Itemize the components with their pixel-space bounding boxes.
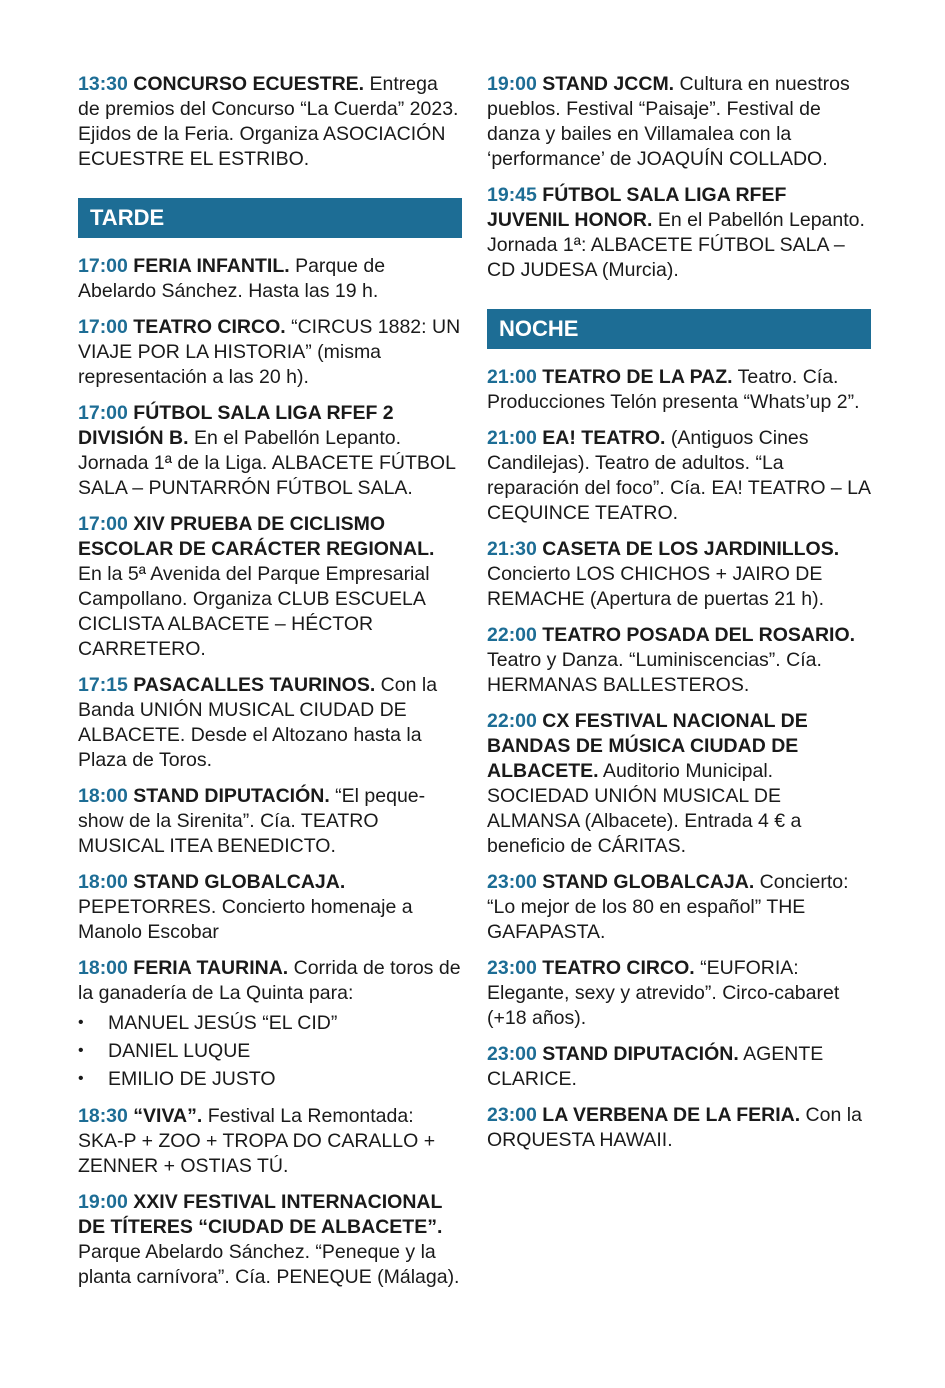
event-time: 21:00 [487,427,537,449]
event-time: 17:00 [78,255,128,277]
event-entry [78,1104,462,1179]
event-time: 18:00 [78,957,128,979]
event-description: Concierto LOS CHICHOS + JAIRO DE REMACHE (Apertura de puertas 21 h). [487,563,825,610]
event-entry [487,870,871,945]
event-time: 22:00 [487,624,537,646]
event-time: 21:00 [487,366,537,388]
event-description: PEPETORRES. Concierto homenaje a Manolo Escobar [78,896,413,943]
event-description: Teatro y Danza. “Luminiscencias”. Cía. HERMANAS BALLESTEROS. [487,649,822,696]
event-title: STAND GLOBALCAJA. [133,871,346,893]
event-time: 23:00 [487,1043,537,1065]
event-description: “El peque-show de la Sirenita”. Cía. TEATRO MUSICAL ITEA BENEDICTO. [78,785,426,857]
event-title: TEATRO CIRCO. [542,957,695,979]
event-description: Festival La Remontada: SKA-P + ZOO + TROPA DO CARALLO + ZENNER + OSTIAS TÚ. [78,1105,436,1177]
event-description: Teatro. Cía. Producciones Telón presenta “Whats’up 2”. [487,366,860,413]
event-description: “EUFORIA: Elegante, sexy y atrevido”. Circo-cabaret (+18 años). [487,957,840,1029]
event-title: CX FESTIVAL NACIONAL DE BANDAS DE MÚSICA CIUDAD DE ALBACETE. [487,710,808,782]
right-column [487,72,871,1164]
event-entry-feria-taurina [78,956,462,1093]
event-description: En la 5ª Avenida del Parque Empresarial Campollano. Organiza CLUB ESCUELA CICLISTA ALBACETE – HÉCTOR CARRETERO. [78,563,430,660]
event-time: 17:15 [78,674,128,696]
event-description: AGENTE CLARICE. [487,1043,824,1090]
event-entry [487,426,871,526]
event-time: 18:00 [78,871,128,893]
event-time: 18:00 [78,785,128,807]
event-description: Con la ORQUESTA HAWAII. [487,1104,862,1151]
event-time: 23:00 [487,1104,537,1126]
event-title: FÚTBOL SALA LIGA RFEF JUVENIL HONOR. [487,184,787,231]
event-description: En el Pabellón Lepanto. Jornada 1ª: ALBACETE FÚTBOL SALA – CD JUDESA (Murcia). [487,209,865,281]
list-item: • DANIEL LUQUE [78,1037,462,1065]
event-description: Entrega de premios del Concurso “La Cuerda” 2023. Ejidos de la Feria. Organiza ASOCIACIÓN ECUESTRE EL ESTRIBO. [78,73,459,170]
event-title: STAND DIPUTACIÓN. [133,785,330,807]
event-entry [487,72,871,172]
event-title: PASACALLES TAURINOS. [133,674,376,696]
event-description: “CIRCUS 1882: UN VIAJE POR LA HISTORIA” (misma representación a las 20 h). [78,316,461,388]
event-title: FERIA TAURINA. [133,957,289,979]
event-title: TEATRO DE LA PAZ. [542,366,733,388]
event-description: Corrida de toros de la ganadería de La Quinta para: [78,957,461,1004]
event-entry [78,1190,462,1290]
event-description: Parque Abelardo Sánchez. “Peneque y la planta carnívora”. Cía. PENEQUE (Málaga). [78,1241,460,1288]
event-time: 23:00 [487,871,537,893]
event-title: XXIV FESTIVAL INTERNACIONAL DE TÍTERES “CIUDAD DE ALBACETE”. [78,1191,443,1238]
event-time: 17:00 [78,402,128,424]
event-title: STAND DIPUTACIÓN. [542,1043,739,1065]
event-title: STAND JCCM. [542,73,675,95]
event-title: CASETA DE LOS JARDINILLOS. [542,538,840,560]
event-description: En el Pabellón Lepanto. Jornada 1ª de la Liga. ALBACETE FÚTBOL SALA – PUNTARRÓN FÚTBOL SALA. [78,427,456,499]
event-entry [487,956,871,1031]
event-title: TEATRO CIRCO. [133,316,286,338]
event-description: Con la Banda UNIÓN MUSICAL CIUDAD DE ALBACETE. Desde el Altozano hasta la Plaza de Toros. [78,674,438,771]
event-entry [78,72,462,172]
event-entry [78,784,462,859]
event-entry [78,315,462,390]
event-time: 17:00 [78,513,128,535]
event-entry [487,709,871,859]
bullfighter-list [78,1009,462,1093]
event-description: Parque de Abelardo Sánchez. Hasta las 19 h. [78,255,386,302]
event-entry [487,1042,871,1092]
event-title: XIV PRUEBA DE CICLISMO ESCOLAR DE CARÁCTER REGIONAL. [78,513,435,560]
event-entry [78,870,462,945]
event-title: EA! TEATRO. [542,427,666,449]
event-time: 21:30 [487,538,537,560]
event-time: 18:30 [78,1105,128,1127]
event-time: 19:00 [487,73,537,95]
section-header-tarde: TARDE [78,198,462,238]
section-header-noche: NOCHE [487,309,871,349]
event-entry [487,183,871,283]
event-title: STAND GLOBALCAJA. [542,871,755,893]
list-item: • EMILIO DE JUSTO [78,1065,462,1093]
event-title: TEATRO POSADA DEL ROSARIO. [542,624,856,646]
event-entry [487,1103,871,1153]
event-description: Concierto: “Lo mejor de los 80 en español” THE GAFAPASTA. [487,871,849,943]
event-description: Cultura en nuestros pueblos. Festival “Paisaje”. Festival de danza y bailes en Villamalea con la ‘performance’ de JOAQUÍN COLLADO. [487,73,850,170]
event-entry [78,512,462,662]
event-entry [487,623,871,698]
event-time: 19:00 [78,1191,128,1213]
event-time: 17:00 [78,316,128,338]
event-time: 23:00 [487,957,537,979]
event-entry [78,673,462,773]
event-description: (Antiguos Cines Candilejas). Teatro de adultos. “La reparación del foco”. Cía. EA! TEATRO – LA CEQUINCE TEATRO. [487,427,870,524]
left-column [78,72,462,1301]
event-title: CONCURSO ECUESTRE. [133,73,365,95]
event-entry [487,537,871,612]
list-item: • MANUEL JESÚS “EL CID” [78,1009,462,1037]
event-entry [78,254,462,304]
event-time: 22:00 [487,710,537,732]
event-entry [487,365,871,415]
event-title: FÚTBOL SALA LIGA RFEF 2 DIVISIÓN B. [78,402,394,449]
event-title: “VIVA”. [133,1105,203,1127]
event-title: FERIA INFANTIL. [133,255,290,277]
event-time: 13:30 [78,73,128,95]
event-title: LA VERBENA DE LA FERIA. [542,1104,801,1126]
event-entry [78,401,462,501]
event-description: Auditorio Municipal. SOCIEDAD UNIÓN MUSICAL DE ALMANSA (Albacete). Entrada 4 € a beneficio de CÁRITAS. [487,760,802,857]
event-time: 19:45 [487,184,537,206]
